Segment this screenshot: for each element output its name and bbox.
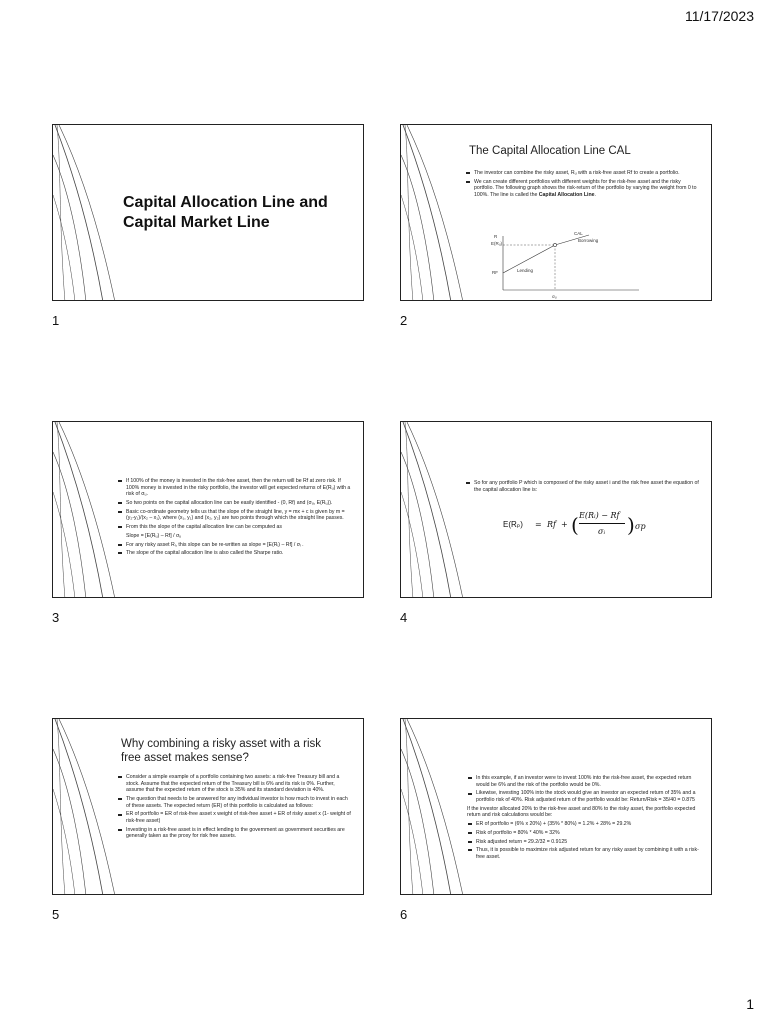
slide-5-title-line2: free asset makes sense? [121, 752, 249, 764]
slide-1-title [123, 193, 328, 233]
bullet: So for any portfolio P which is composed of the risky asset i and the risk free asset the equation of the capital allocation line is: [465, 480, 699, 493]
print-date: 11/17/2023 [684, 8, 754, 24]
slide-number: 1 [52, 313, 60, 328]
bullet: If 100% of the money is invested in the risk-free asset, then the return will be Rf at zero risk. If 100% money is invested in the risky portfolio, the investor will get expected returns of E(Rᵤ) with a risk of σᵤ. [117, 478, 351, 498]
slide-number: 4 [400, 610, 408, 625]
bullet: Risk of portfolio = 80% * 40% = 32% [467, 830, 699, 837]
bullet: ER of portfolio = ER of risk-free asset x weight of risk-free asset + ER of risky asset x (1- weight of risk-free asset) [117, 811, 351, 824]
slide-1 [52, 124, 364, 301]
slide-1-title-line2: Capital Market Line [123, 214, 270, 231]
tangency-point [553, 243, 556, 246]
equation-plus: + [561, 520, 568, 529]
bullet-bold-text: Capital Allocation Line [538, 191, 595, 198]
erp-label: E(Rᵤ) [491, 241, 502, 246]
rf-label: RF [492, 270, 498, 275]
decorative-curves [53, 422, 123, 598]
equation-numerator: E(Rᵢ) − Rf [579, 511, 620, 520]
equation-lhs: E(Rₚ) [503, 520, 523, 529]
bullet: Thus, it is possible to maximize risk adjusted return for any risky asset by combining it with a risk-free asset. [467, 847, 699, 860]
bullet: For any risky asset Rᵢ, this slope can be re-written as slope = [E(Rᵢ) – Rf] / σᵢ . [117, 542, 351, 549]
slide-5-title-line1: Why combining a risky asset with a risk [121, 738, 322, 750]
equation-rf: Rf [547, 520, 556, 529]
slide-3 [52, 421, 364, 598]
slide-number: 2 [400, 313, 408, 328]
bullet: Consider a simple example of a portfolio containing two assets: a risk-free Treasury bill and a stock. Assume that the expected return of the Treasury bill is 6% and its risk is 0%. Further, assume that the expected return of the stock is 35% and its standard deviation is 40%. [117, 774, 351, 794]
slide-6 [400, 718, 712, 895]
decorative-curves [401, 125, 471, 301]
bullet: Basic co-ordinate geometry tells us that the slope of the straight line, y = mx + c is given by m = (y₂-y₁)/(x₂ – x₁), where (x₁, y₁) and (x₂, y₂) are two points through which the straight line passes. [117, 509, 351, 522]
slope-formula: Slope = [E(Rᵤ) – Rf] / σᵤ [126, 532, 182, 539]
equation-equals: = [535, 520, 542, 529]
slide-2-body [465, 170, 699, 201]
slide-2 [400, 124, 712, 301]
slide-4-body [465, 480, 699, 495]
cal-diagram [489, 232, 649, 301]
slide-4 [400, 421, 712, 598]
cal-equation: E(Rₚ) = Rf + ( E(Rᵢ) − Rf σᵢ ) σp [503, 511, 646, 537]
bullet: Risk adjusted return = 29.2/32 = 0.9125 [467, 839, 699, 846]
equation-sigma-p: σp [635, 522, 646, 531]
bullet: Likewise, investing 100% into the stock would give an investor an expected return of 35% and a portfolio risk of 40%. Risk adjusted return of the portfolio would be: Return/Risk = 35/40 = 0.875 [467, 790, 699, 803]
sigma-label: σᵤ [552, 294, 557, 299]
slide-1-title-line1: Capital Allocation Line and [123, 194, 328, 211]
bullet: In this example, if an investor were to invest 100% into the risk-free asset, the expected return would be 6% and the risk of the portfolio would be 0%. [467, 775, 699, 788]
bullet: So two points on the capital allocation line can be easily identified - (0, Rf) and (σᵤ, E(Rᵤ)). [117, 500, 351, 507]
r-label: R [494, 234, 498, 239]
decorative-curves [53, 719, 123, 895]
fraction-bar [579, 523, 625, 524]
decorative-curves [401, 422, 471, 598]
slide-5-title [121, 737, 321, 765]
bullet-text: We can create different portfolios with different weights for the risk-free asset and the risky portfolio. The following graph shows the risk-return of the portfolio by varying the weight from 0 to 100%. The line is called the [474, 178, 697, 198]
bullet: The slope of the capital allocation line is also called the Sharpe ratio. [117, 550, 351, 557]
bullet: The question that needs to be answered for any individual investor is how much to invest in each of these assets. The expected return (ER) of this portfolio is calculated as follows: [117, 796, 351, 809]
bullet: Investing in a risk-free asset is in effect lending to the government as government securities are generally taken as the proxy for risk free assets. [117, 827, 351, 840]
slide-2-title: The Capital Allocation Line CAL [469, 145, 631, 157]
slide-number: 3 [52, 610, 60, 625]
slide-5 [52, 718, 364, 895]
bullet: ER of portfolio = (6% x 20%) + (35% * 80%) = 1.2% + 28% = 29.2% [467, 821, 699, 828]
page-number: 1 [746, 996, 754, 1012]
slide-number: 5 [52, 907, 60, 922]
slide-6-body [467, 775, 699, 863]
bullet: The investor can combine the risky asset, Rᵤ with a risk-free asset Rf to create a portfolio. [465, 170, 699, 177]
decorative-curves [53, 125, 123, 301]
bullet: We can create different portfolios with different weights for the risk-free asset and the risky portfolio. The following graph shows the risk-return of the portfolio by varying the weight from 0 to 100%. The line is called the Capital Allocation Line. [465, 179, 699, 199]
borrowing-label: Borrowing [578, 238, 599, 243]
slide-number: 6 [400, 907, 408, 922]
bullet: From this the slope of the capital allocation line can be computed as [117, 524, 351, 531]
slide-3-body [117, 478, 351, 559]
slide-5-body [117, 774, 351, 842]
paragraph: If the investor allocated 20% to the risk-free asset and 80% to the risky asset, the portfolio expected return and risk calculations would be: [467, 805, 696, 819]
cal-label: CAL [574, 232, 583, 236]
lending-label: Lending [517, 268, 534, 273]
decorative-curves [401, 719, 471, 895]
equation-denominator: σᵢ [598, 527, 606, 536]
